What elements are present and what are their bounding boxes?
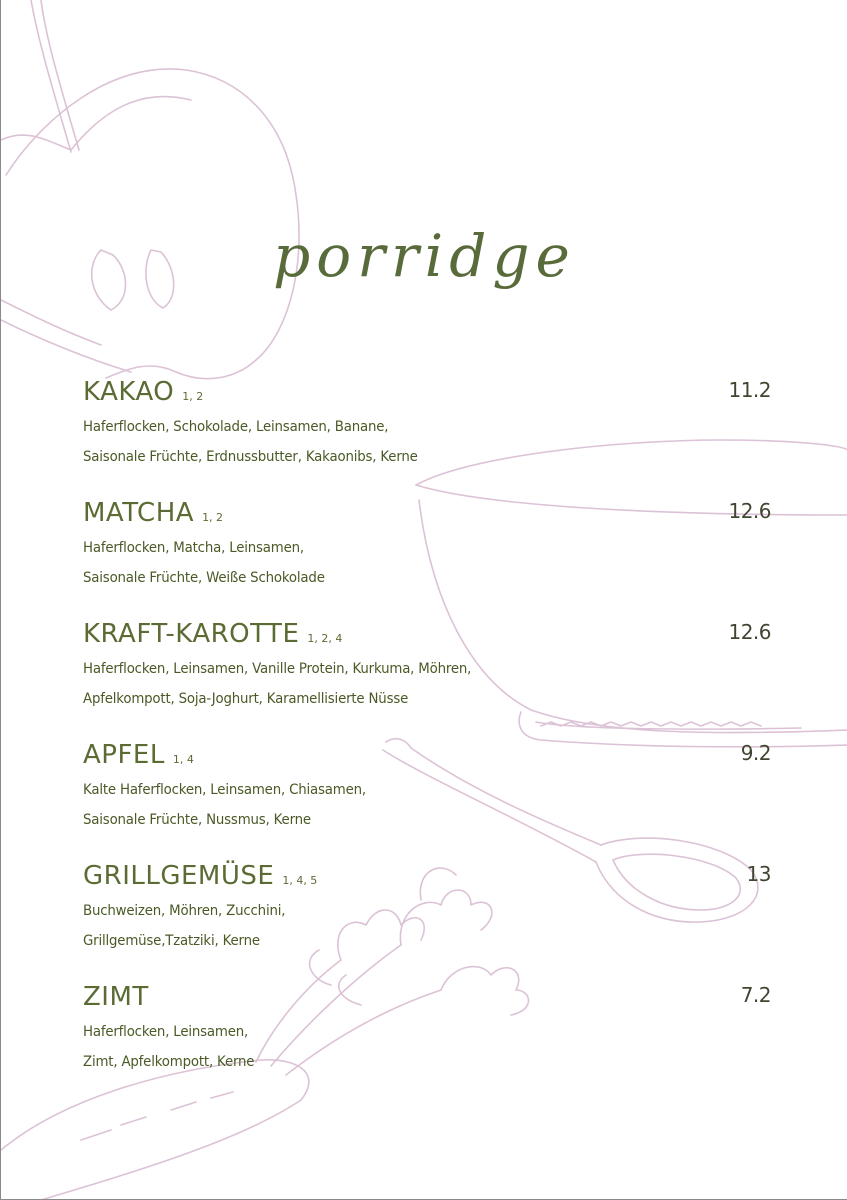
item-description-line: Saisonale Früchte, Weiße Schokolade [83, 570, 325, 586]
item-description-line: Haferflocken, Leinsamen, [83, 1024, 249, 1040]
menu-item-kraft-karotte [83, 614, 771, 714]
item-description-line: Zimt, Apfelkompott, Kerne [83, 1054, 255, 1070]
item-allergens: 1, 2, 4 [307, 632, 343, 645]
item-price: 12.6 [728, 620, 771, 644]
item-price: 11.2 [728, 378, 771, 402]
menu-title: porridge [273, 222, 576, 290]
menu-item-matcha [83, 493, 771, 593]
item-name: GRILLGEMÜSE [83, 861, 275, 891]
menu-item-zimt [83, 977, 771, 1077]
item-description-line: Kalte Haferflocken, Leinsamen, Chiasamen, [83, 782, 366, 798]
apple-illustration [1, 0, 299, 379]
item-name: KAKAO [83, 377, 175, 407]
item-price: 13 [746, 862, 771, 886]
item-name: MATCHA [83, 498, 195, 528]
item-allergens: 1, 4 [172, 753, 194, 766]
item-description-line: Haferflocken, Leinsamen, Vanille Protein, Kurkuma, Möhren, [83, 661, 472, 677]
item-description-line: Grillgemüse,Tzatziki, Kerne [83, 933, 260, 949]
item-allergens: 1, 2 [202, 511, 224, 524]
item-price: 7.2 [740, 983, 771, 1007]
item-description-line: Haferflocken, Schokolade, Leinsamen, Banane, [83, 419, 389, 435]
menu-item-kakao [83, 372, 771, 472]
item-description-line: Haferflocken, Matcha, Leinsamen, [83, 540, 304, 556]
item-description-line: Buchweizen, Möhren, Zucchini, [83, 903, 286, 919]
menu-item-apfel [83, 735, 771, 835]
item-description-line: Saisonale Früchte, Erdnussbutter, Kakaonibs, Kerne [83, 449, 418, 465]
item-description-line: Apfelkompott, Soja-Joghurt, Karamellisierte Nüsse [83, 691, 409, 707]
item-allergens: 1, 2 [182, 390, 204, 403]
item-name: KRAFT-KAROTTE [83, 619, 300, 649]
item-allergens: 1, 4, 5 [282, 874, 318, 887]
item-name: ZIMT [83, 982, 149, 1012]
item-name: APFEL [83, 740, 165, 770]
item-price: 9.2 [740, 741, 771, 765]
item-price: 12.6 [728, 499, 771, 523]
item-description-line: Saisonale Früchte, Nussmus, Kerne [83, 812, 311, 828]
menu-item-grillgemuese [83, 856, 771, 956]
